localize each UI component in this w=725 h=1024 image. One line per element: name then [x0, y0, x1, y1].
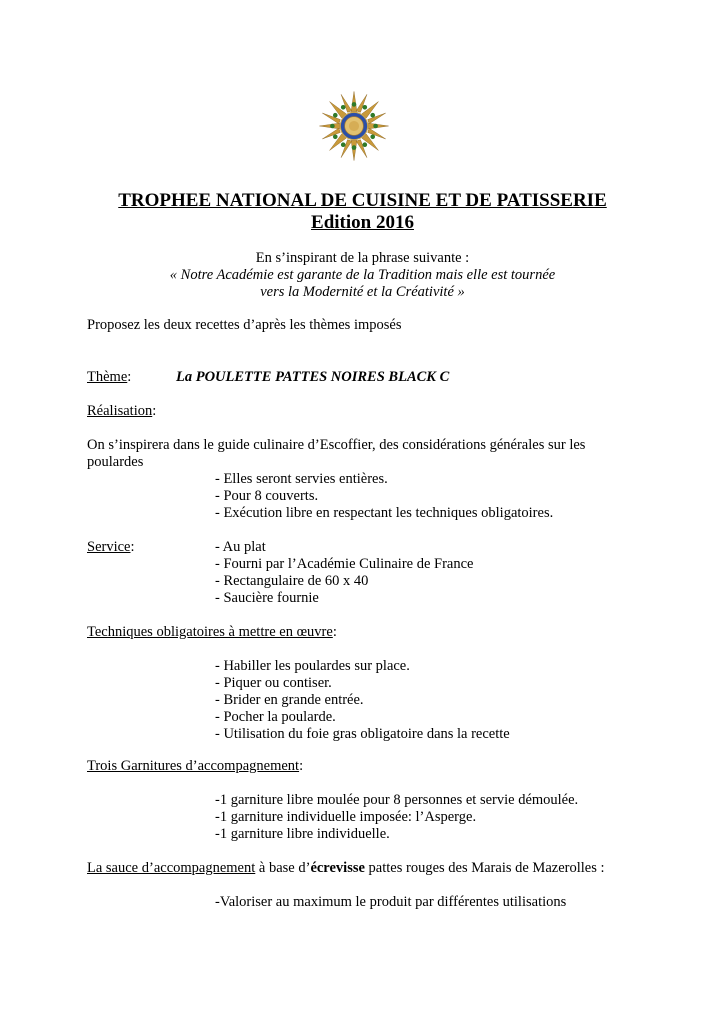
theme-label: Thème	[87, 369, 128, 385]
techniques-label: Techniques obligatoires à mettre en œuvre	[87, 624, 333, 640]
techniques-heading	[87, 624, 337, 641]
garnitures-label: Trois Garnitures d’accompagnement	[87, 758, 300, 774]
quote-line-1: « Notre Académie est garante de la Tradition mais elle est tournée	[169, 267, 556, 283]
list-item: - Brider en grande entrée.	[215, 692, 364, 708]
list-item: - Saucière fournie	[215, 590, 319, 606]
service-label: Service	[87, 539, 131, 555]
realisation-heading	[87, 403, 156, 420]
list-item: - Elles seront servies entières.	[215, 471, 388, 487]
realisation-colon: :	[152, 403, 157, 419]
list-item: - Habiller les poulardes sur place.	[215, 658, 410, 674]
realisation-label: Réalisation	[87, 403, 153, 419]
techniques-colon: :	[332, 624, 337, 640]
list-item: - Au plat	[215, 539, 266, 555]
intro-line: En s’inspirant de la phrase suivante :	[255, 250, 470, 266]
list-item: - Rectangulaire de 60 x 40	[215, 573, 369, 589]
theme-colon: :	[127, 369, 132, 385]
document-title: TROPHEE NATIONAL DE CUISINE ET DE PATISSERIE	[118, 190, 607, 211]
edition-subtitle: Edition 2016	[311, 212, 414, 233]
list-item: - Pocher la poularde.	[215, 709, 336, 725]
sauce-text-before: à base d’	[255, 860, 311, 876]
list-item: -1 garniture libre moulée pour 8 personnes et servie démoulée.	[215, 792, 579, 808]
sauce-label: La sauce d’accompagnement	[87, 860, 256, 876]
quote-line-2: vers la Modernité et la Créativité »	[260, 284, 465, 300]
academy-star-emblem-icon	[318, 90, 390, 162]
proposal-text: Proposez les deux recettes d’après les thèmes imposés	[87, 317, 402, 333]
list-item: - Fourni par l’Académie Culinaire de France	[215, 556, 474, 572]
garnitures-colon: :	[299, 758, 304, 774]
service-colon: :	[130, 539, 135, 555]
sauce-paragraph	[87, 860, 605, 877]
theme-value: La POULETTE PATTES NOIRES BLACK C	[176, 369, 450, 385]
list-item: - Exécution libre en respectant les techniques obligatoires.	[215, 505, 554, 521]
list-item: -Valoriser au maximum le produit par différentes utilisations	[215, 894, 567, 910]
theme-heading	[87, 369, 131, 386]
list-item: -1 garniture individuelle imposée: l’Asperge.	[215, 809, 477, 825]
sauce-text-after: pattes rouges des Marais de Mazerolles :	[364, 860, 605, 876]
sauce-ingredient: écrevisse	[310, 860, 365, 876]
realisation-text-line-2: poulardes	[87, 454, 144, 470]
list-item: - Piquer ou contiser.	[215, 675, 332, 691]
list-item: -1 garniture libre individuelle.	[215, 826, 390, 842]
realisation-text-line-1: On s’inspirera dans le guide culinaire d’Escoffier, des considérations générales sur les	[87, 437, 586, 453]
list-item: - Pour 8 couverts.	[215, 488, 319, 504]
garnitures-heading	[87, 758, 303, 775]
list-item: - Utilisation du foie gras obligatoire dans la recette	[215, 726, 510, 742]
service-heading	[87, 539, 135, 556]
